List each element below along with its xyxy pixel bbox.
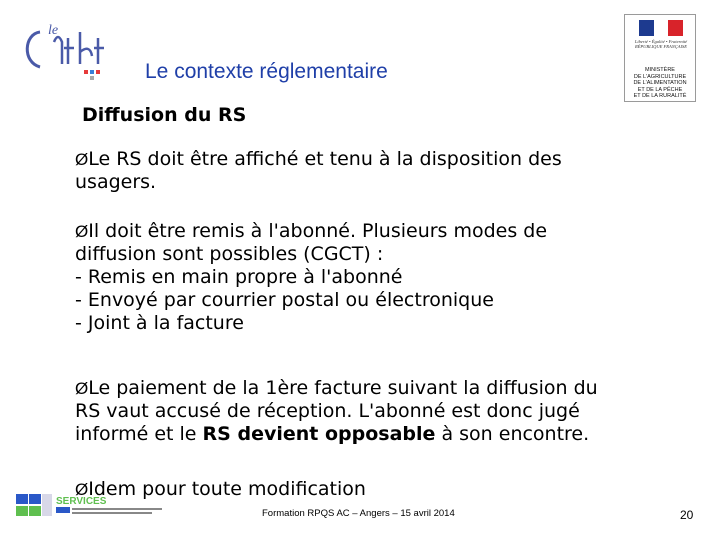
emphasis-text: RS devient opposable [202,423,436,445]
bullet-line: ØLe paiement de la 1ère facture suivant la diffusion du [75,377,598,399]
bullet-line: - Joint à la facture [75,312,244,334]
bullet-payment [75,377,675,446]
bullet-line: usagers. [75,171,157,193]
bullet-line: RS vaut accusé de réception. L'abonné est donc jugé [75,400,580,422]
section-subtitle: Diffusion du RS [82,104,247,126]
services-logo-text: SERVICES [56,496,107,507]
arrow-bullet-icon: Ø [75,379,89,398]
bullet-line: ØIdem pour toute modification [75,478,366,500]
bullet-line: ØLe RS doit être affiché et tenu à la disposition des [75,148,562,170]
services-logo [16,490,166,520]
ministry-logo [624,14,696,102]
ministry-name: MINISTÈRE DE L'AGRICULTURE DE L'ALIMENTATION ET DE LA PÊCHE ET DE LA RURALITÉ [633,67,687,100]
svg-text:le: le [48,23,59,38]
page-number: 20 [680,508,694,522]
slide-title: Le contexte réglementaire [145,60,388,83]
bullet-display [75,148,675,194]
bullet-line: informé et le RS devient opposable à son encontre. [75,423,590,445]
arrow-bullet-icon: Ø [75,222,89,241]
french-flag-icon [639,20,683,36]
cnfpt-logo [18,12,118,82]
arrow-bullet-icon: Ø [75,150,89,169]
bullet-distribution [75,220,675,335]
bullet-line: - Remis en main propre à l'abonné [75,266,403,288]
arrow-bullet-icon: Ø [75,480,89,499]
bullet-line: - Envoyé par courrier postal ou électronique [75,289,494,311]
republique-motto: Liberté • Égalité • Fraternité RÉPUBLIQUE FRANÇAISE [634,39,688,49]
footer-text: Formation RPQS AC – Angers – 15 avril 2014 [262,508,455,519]
bullet-line: diffusion sont possibles (CGCT) : [75,243,384,265]
bullet-line: ØIl doit être remis à l'abonné. Plusieurs modes de [75,220,548,242]
